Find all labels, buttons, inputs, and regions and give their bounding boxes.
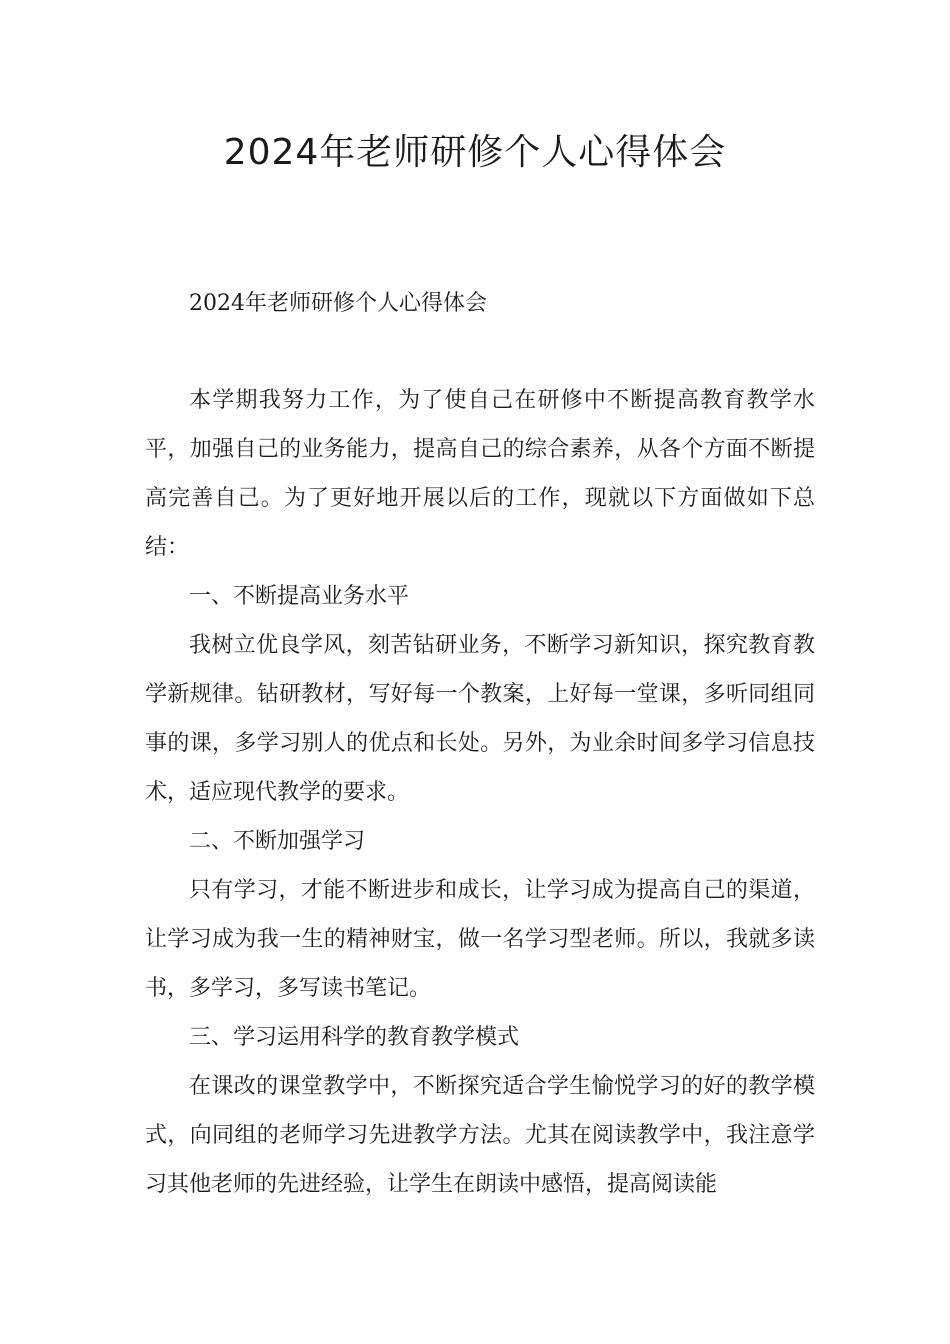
document-title: 2024年老师研修个人心得体会 <box>223 132 727 173</box>
section-heading-3: 三、学习运用科学的教育教学模式 <box>189 1025 520 1050</box>
section-heading-1: 一、不断提高业务水平 <box>189 584 410 609</box>
intro-paragraph: 本学期我努力工作，为了使自己在研修中不断提高教育教学水平，加强自己的业务能力，提高自己的综合素养，从各个方面不断提高完善自己。为了更好地开展以后的工作，现就以下方面做如下总结： <box>145 388 815 560</box>
document-subtitle: 2024年老师研修个人心得体会 <box>189 291 487 316</box>
section-paragraph-3: 在课改的课堂教学中，不断探究适合学生愉悦学习的好的教学模式，向同组的老师学习先进教学方法。尤其在阅读教学中，我注意学习其他老师的先进经验，让学生在朗读中感悟，提高阅读能 <box>145 1074 815 1197</box>
section-heading-2: 二、不断加强学习 <box>189 829 366 854</box>
document-body <box>145 376 815 1209</box>
section-paragraph-2: 只有学习，才能不断进步和成长，让学习成为提高自己的渠道，让学习成为我一生的精神财宝，做一名学习型老师。所以，我就多读书，多学习，多写读书笔记。 <box>145 878 815 1001</box>
section-paragraph-1: 我树立优良学风，刻苦钻研业务，不断学习新知识，探究教育教学新规律。钻研教材，写好每一个教案，上好每一堂课，多听同组同事的课，多学习别人的优点和长处。另外，为业余时间多学习信息技术，适应现代教学的要求。 <box>145 633 815 805</box>
